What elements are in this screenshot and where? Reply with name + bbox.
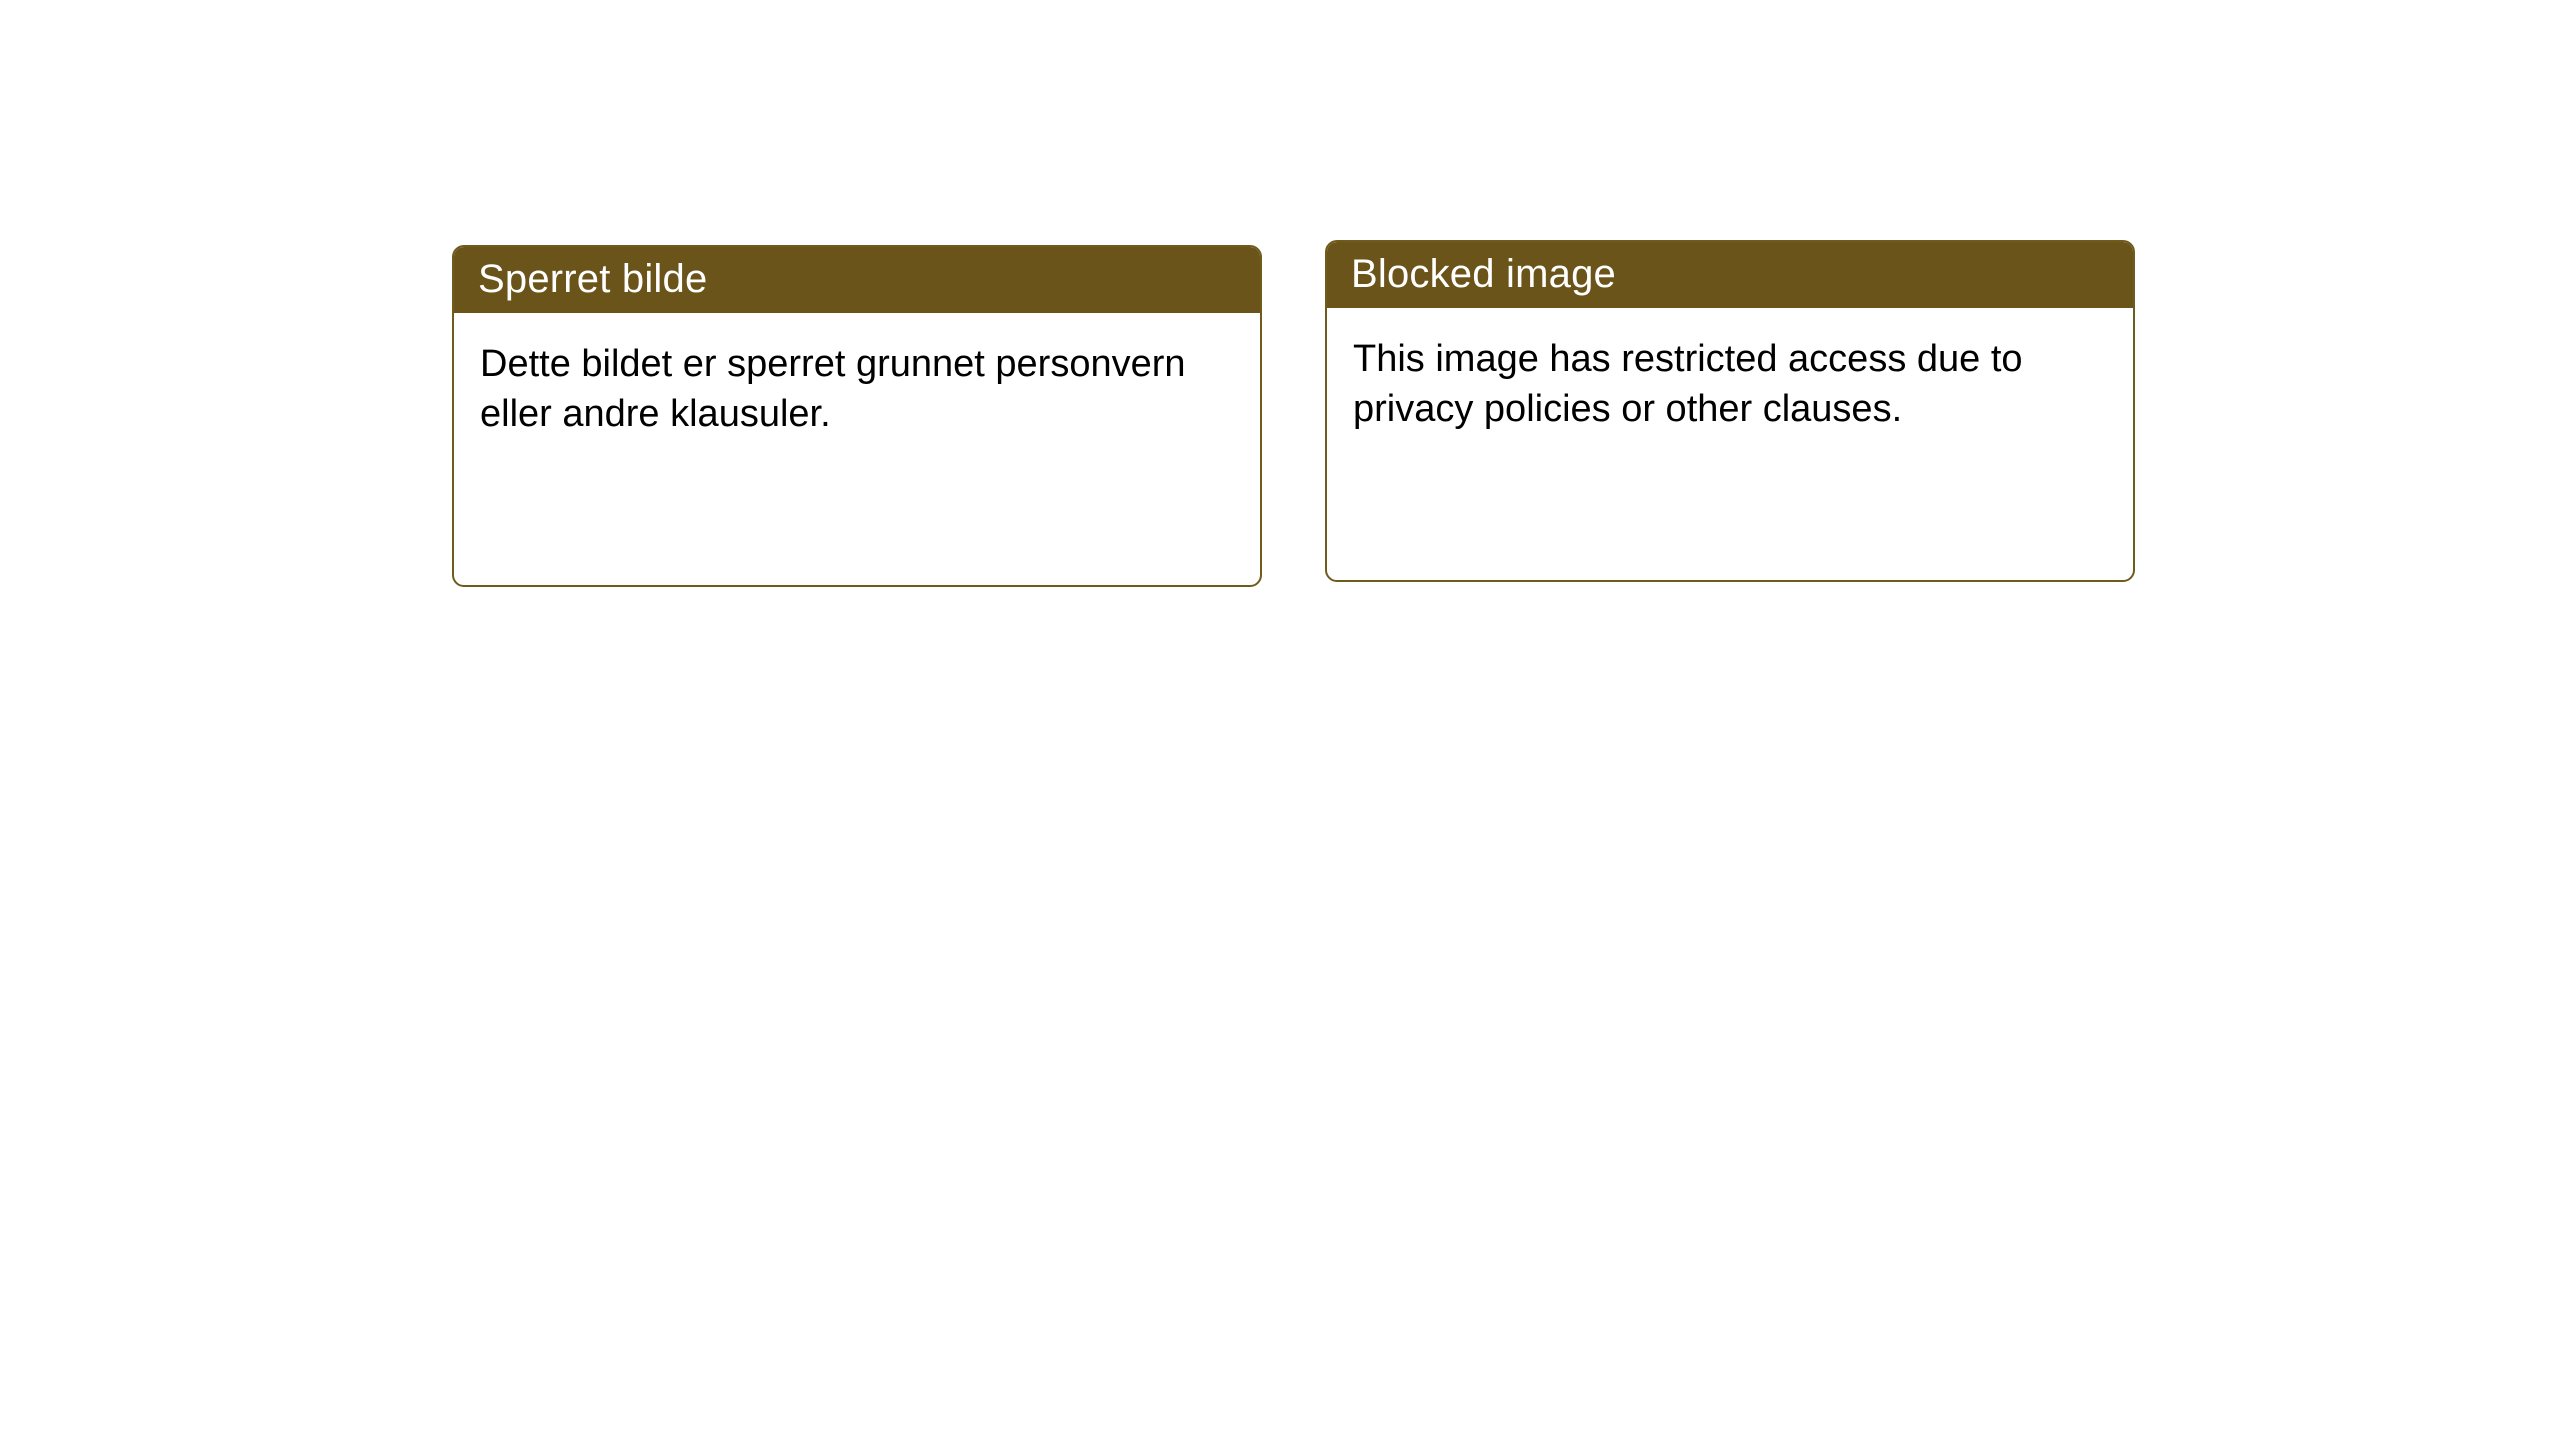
blocked-image-notice-no — [452, 245, 1262, 587]
notice-message-en: This image has restricted access due to privacy policies or other clauses. — [1353, 338, 2023, 431]
notice-message-no: Dette bildet er sperret grunnet personvern eller andre klausuler. — [480, 343, 1186, 436]
notice-body-en — [1327, 308, 2133, 458]
notice-title-no: Sperret bilde — [454, 247, 1260, 313]
notice-title-en: Blocked image — [1327, 242, 2133, 308]
notice-body-no — [454, 313, 1260, 463]
blocked-image-notice-en — [1325, 240, 2135, 582]
